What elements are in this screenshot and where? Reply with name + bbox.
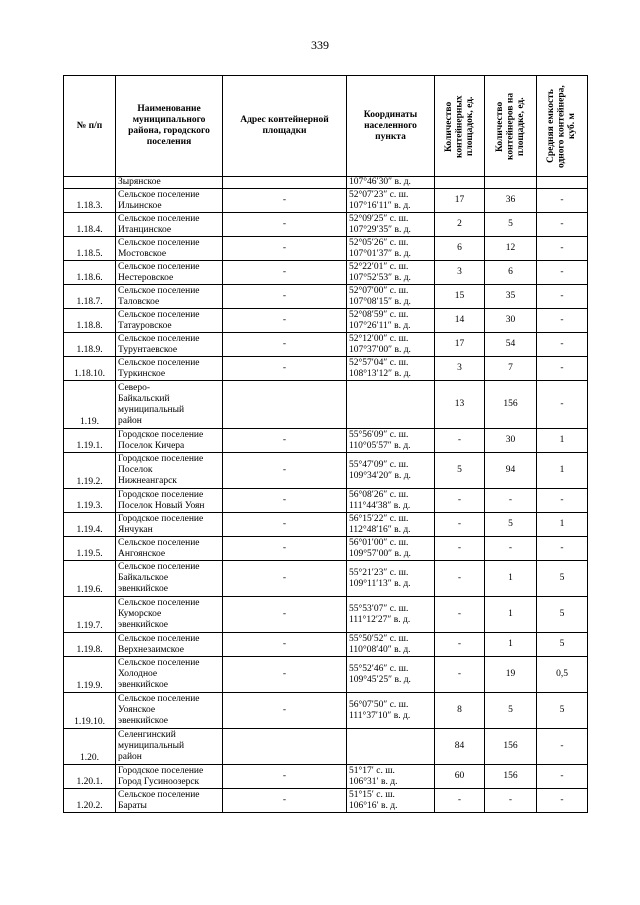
row-number: 1.19.4. (64, 513, 116, 537)
container-address: - (223, 765, 347, 789)
name-line: Городское поселение (118, 765, 204, 776)
coordinate-line: 107°29′35″ в. д. (349, 224, 411, 235)
coordinate-line: 56°07′50″ с. ш. (349, 699, 409, 710)
coordinate-line: 107°01′37″ в. д. (349, 248, 411, 259)
coordinate-line: 107°26′11″ в. д. (349, 320, 411, 331)
name-line: Холодное (118, 669, 158, 679)
sites-count: 84 (435, 729, 485, 765)
page-number: 339 (311, 38, 329, 52)
row-number: 1.18.10. (64, 357, 116, 381)
name-line: Янчукан (118, 524, 153, 535)
name-line: Сельское поселение (118, 562, 200, 572)
coordinates (347, 381, 435, 429)
name-line: Городское поселение (118, 454, 204, 464)
coordinates (347, 561, 435, 597)
table-row (64, 489, 588, 513)
sites-count: - (435, 561, 485, 597)
name-line: Сельское поселение (118, 213, 200, 224)
table-row (64, 597, 588, 633)
coordinates (347, 213, 435, 237)
table-row (64, 261, 588, 285)
row-number: 1.19.5. (64, 537, 116, 561)
row-number: 1.20.1. (64, 765, 116, 789)
container-address: - (223, 213, 347, 237)
sites-count: 15 (435, 285, 485, 309)
name-line: Поселок Кичера (118, 440, 185, 451)
average-capacity: - (537, 309, 588, 333)
name-line: Сельское поселение (118, 189, 200, 200)
container-address: - (223, 309, 347, 333)
row-number: 1.19.10. (64, 693, 116, 729)
container-address: - (223, 261, 347, 285)
table-row (64, 189, 588, 213)
coordinate-line: 109°45′25″ в. д. (349, 674, 411, 685)
sites-count: 5 (435, 453, 485, 489)
name-line: муниципальный (118, 741, 185, 751)
header-coords: Координаты населенного пункта (347, 76, 435, 177)
header-name: Наименование муниципального района, городского поселения (116, 76, 223, 177)
sites-count: - (435, 513, 485, 537)
table-header-row (64, 76, 588, 177)
containers-count: 1 (485, 633, 537, 657)
name-line: Ильинское (118, 200, 162, 211)
coordinate-line: 107°08′15″ в. д. (349, 296, 411, 307)
row-number: 1.18.9. (64, 333, 116, 357)
container-address: - (223, 333, 347, 357)
name-line: Город Гусиноозерск (118, 776, 200, 787)
average-capacity: - (537, 489, 588, 513)
container-address: - (223, 633, 347, 657)
name-line: Сельское поселение (118, 333, 200, 344)
coordinate-line: 110°05′57″ в. д. (349, 440, 411, 451)
sites-count: - (435, 489, 485, 513)
coordinates (347, 261, 435, 285)
name-line: эвенкийское (118, 716, 169, 726)
coordinate-line: 110°08′40″ в. д. (349, 644, 411, 655)
containers-count: 1 (485, 597, 537, 633)
sites-count: 3 (435, 357, 485, 381)
sites-count: - (435, 789, 485, 813)
row-number: 1.19.6. (64, 561, 116, 597)
header-containers (485, 76, 537, 177)
average-capacity: - (537, 789, 588, 813)
name-line: Итанцинское (118, 224, 172, 235)
coordinates (347, 237, 435, 261)
coordinates (347, 537, 435, 561)
coordinate-line: 55°50′52″ с. ш. (349, 633, 409, 644)
container-address: - (223, 489, 347, 513)
settlement-name (116, 285, 223, 309)
name-line: эвенкийское (118, 584, 169, 594)
name-line: район (118, 752, 142, 762)
sites-count (435, 177, 485, 189)
coordinates (347, 429, 435, 453)
name-line: Сельское поселение (118, 285, 200, 296)
coordinate-line: 109°11′13″ в. д. (349, 578, 411, 589)
containers-count: 156 (485, 765, 537, 789)
name-line: Верхнезаимское (118, 644, 184, 655)
name-line: Байкальский (118, 393, 170, 404)
name-line: Сельское поселение (118, 694, 200, 704)
row-number: 1.19.1. (64, 429, 116, 453)
containers-count: 7 (485, 357, 537, 381)
coordinates (347, 357, 435, 381)
name-line: Сельское поселение (118, 633, 200, 644)
sites-count: 3 (435, 261, 485, 285)
coordinates (347, 693, 435, 729)
name-line: Ангоянское (118, 548, 166, 559)
coordinates (347, 333, 435, 357)
table-row (64, 561, 588, 597)
average-capacity: - (537, 765, 588, 789)
table-row (64, 633, 588, 657)
container-address: - (223, 597, 347, 633)
coordinates (347, 489, 435, 513)
name-line: Байкальское (118, 573, 169, 583)
row-number (64, 177, 116, 189)
header-containers-text: Количество контейнеров на площадке, ед. (494, 92, 526, 160)
name-line: Сельское поселение (118, 789, 200, 800)
settlement-name (116, 789, 223, 813)
coordinates (347, 633, 435, 657)
name-line: эвенкийское (118, 620, 169, 630)
name-line: Татауровское (118, 320, 172, 331)
settlement-name (116, 693, 223, 729)
row-number: 1.19.8. (64, 633, 116, 657)
row-number: 1.19.2. (64, 453, 116, 489)
container-sites-table (63, 75, 588, 813)
container-address: - (223, 237, 347, 261)
containers-count: 35 (485, 285, 537, 309)
name-line: Турунтаевское (118, 344, 178, 355)
table-row (64, 429, 588, 453)
container-address: - (223, 513, 347, 537)
average-capacity: 0,5 (537, 657, 588, 693)
sites-count: - (435, 429, 485, 453)
coordinate-line: 51°17′ с. ш. (349, 765, 395, 776)
coordinate-line: 52°08′59″ с. ш. (349, 309, 409, 320)
row-number: 1.19.3. (64, 489, 116, 513)
district-row (64, 729, 588, 765)
coordinates (347, 657, 435, 693)
sites-count: 8 (435, 693, 485, 729)
district-row (64, 381, 588, 429)
coordinates (347, 765, 435, 789)
settlement-name (116, 513, 223, 537)
name-line: эвенкийское (118, 680, 169, 690)
average-capacity: - (537, 261, 588, 285)
name-line: район (118, 415, 142, 426)
coordinates (347, 513, 435, 537)
settlement-name (116, 237, 223, 261)
name-line: Сельское поселение (118, 537, 200, 548)
name-line: Мостовское (118, 248, 167, 259)
containers-count: 5 (485, 693, 537, 729)
settlement-name (116, 333, 223, 357)
settlement-name (116, 453, 223, 489)
sites-count: - (435, 633, 485, 657)
header-sites-text: Количество контейнерных площадок, ед. (443, 94, 475, 158)
table-row (64, 237, 588, 261)
table-row (64, 789, 588, 813)
coordinate-line: 55°21′23″ с. ш. (349, 567, 409, 578)
row-number: 1.19.7. (64, 597, 116, 633)
sites-count: - (435, 597, 485, 633)
average-capacity: - (537, 285, 588, 309)
name-line: Северо- (118, 382, 150, 393)
name-line: муниципальный (118, 404, 185, 415)
table-row (64, 309, 588, 333)
containers-count: - (485, 489, 537, 513)
sites-count: 2 (435, 213, 485, 237)
average-capacity: 5 (537, 693, 588, 729)
sites-count: 13 (435, 381, 485, 429)
containers-count: 30 (485, 429, 537, 453)
average-capacity: - (537, 333, 588, 357)
row-number: 1.19.9. (64, 657, 116, 693)
coordinate-line: 55°53′07″ с. ш. (349, 603, 409, 614)
container-address (223, 729, 347, 765)
settlement-name (116, 729, 223, 765)
coordinate-line: 106°31′ в. д. (349, 776, 398, 787)
coordinate-line: 111°44′38″ в. д. (349, 500, 411, 511)
coordinate-line: 51°15′ с. ш. (349, 789, 395, 800)
coordinate-line: 55°47′09″ с. ш. (349, 459, 409, 470)
name-line: Сельское поселение (118, 237, 200, 248)
container-address: - (223, 561, 347, 597)
coordinate-line: 108°13′12″ в. д. (349, 368, 411, 379)
settlement-name (116, 765, 223, 789)
container-address: - (223, 693, 347, 729)
name-line: Городское поселение (118, 429, 204, 440)
name-line: Таловское (118, 296, 160, 307)
coordinate-line: 106°16′ в. д. (349, 800, 398, 811)
settlement-name (116, 537, 223, 561)
coordinate-line: 52°12′00″ с. ш. (349, 333, 409, 344)
container-address: - (223, 357, 347, 381)
average-capacity: - (537, 729, 588, 765)
coordinates (347, 453, 435, 489)
sites-count: 17 (435, 333, 485, 357)
row-number: 1.18.6. (64, 261, 116, 285)
coordinate-line: 56°15′22″ с. ш. (349, 513, 409, 524)
coordinates (347, 189, 435, 213)
coordinates (347, 789, 435, 813)
row-number: 1.20.2. (64, 789, 116, 813)
coordinate-line: 107°46′30″ в. д. (349, 177, 411, 187)
average-capacity: 1 (537, 429, 588, 453)
coordinate-line: 112°48′16″ в. д. (349, 524, 411, 535)
containers-count: 5 (485, 513, 537, 537)
settlement-name (116, 597, 223, 633)
average-capacity: 5 (537, 597, 588, 633)
coordinate-line: 55°56′09″ с. ш. (349, 429, 409, 440)
average-capacity (537, 177, 588, 189)
average-capacity: - (537, 237, 588, 261)
table-row (64, 513, 588, 537)
name-line: Городское поселение (118, 513, 204, 524)
coordinate-line: 107°37′00″ в. д. (349, 344, 411, 355)
average-capacity: - (537, 537, 588, 561)
coordinates (347, 597, 435, 633)
container-address: - (223, 657, 347, 693)
containers-count: 12 (485, 237, 537, 261)
name-line: Зырянское (118, 177, 161, 187)
name-line: Бараты (118, 800, 147, 811)
coordinates (347, 177, 435, 189)
container-address: - (223, 537, 347, 561)
sites-count: 17 (435, 189, 485, 213)
name-line: Сельское поселение (118, 598, 200, 608)
containers-count: 94 (485, 453, 537, 489)
header-address: Адрес контейнерной площадки (223, 76, 347, 177)
name-line: Сельское поселение (118, 357, 200, 368)
row-number: 1.18.7. (64, 285, 116, 309)
settlement-name (116, 309, 223, 333)
containers-count: 156 (485, 729, 537, 765)
row-number: 1.18.8. (64, 309, 116, 333)
coordinate-line: 52°57′04″ с. ш. (349, 357, 409, 368)
settlement-name (116, 357, 223, 381)
table-row (64, 453, 588, 489)
table-row (64, 213, 588, 237)
container-address: - (223, 285, 347, 309)
row-number: 1.18.3. (64, 189, 116, 213)
coordinate-line: 107°16′11″ в. д. (349, 200, 411, 211)
table-row (64, 537, 588, 561)
coordinate-line: 56°01′00″ с. ш. (349, 537, 409, 548)
containers-count: 5 (485, 213, 537, 237)
coordinate-line: 107°52′53″ в. д. (349, 272, 411, 283)
header-capacity-text: Средняя емкость одного контейнера, куб. м (546, 84, 578, 168)
container-address (223, 381, 347, 429)
coordinate-line: 52°09′25″ с. ш. (349, 213, 409, 224)
settlement-name (116, 429, 223, 453)
table-row (64, 657, 588, 693)
row-number: 1.20. (64, 729, 116, 765)
name-line: Туркинское (118, 368, 166, 379)
settlement-name (116, 489, 223, 513)
coordinate-line: 109°34′20″ в. д. (349, 470, 411, 481)
name-line: Сельское поселение (118, 658, 200, 668)
sites-count: - (435, 537, 485, 561)
settlement-name (116, 633, 223, 657)
header-capacity (537, 76, 588, 177)
average-capacity: 1 (537, 513, 588, 537)
containers-count: - (485, 789, 537, 813)
coordinate-line: 52°22′01″ с. ш. (349, 261, 409, 272)
containers-count: 30 (485, 309, 537, 333)
name-line: Нижнеангарск (118, 476, 177, 486)
settlement-name (116, 657, 223, 693)
coordinates (347, 729, 435, 765)
name-line: Городское поселение (118, 489, 204, 500)
settlement-name (116, 261, 223, 285)
coordinate-line: 52°05′26″ с. ш. (349, 237, 409, 248)
settlement-name (116, 177, 223, 189)
name-line: Селенгинский (118, 730, 176, 740)
table-row (64, 357, 588, 381)
average-capacity: - (537, 381, 588, 429)
table-row (64, 765, 588, 789)
average-capacity: - (537, 357, 588, 381)
settlement-name (116, 189, 223, 213)
coordinates (347, 309, 435, 333)
settlement-name (116, 213, 223, 237)
sites-count: - (435, 657, 485, 693)
average-capacity: 5 (537, 561, 588, 597)
name-line: Сельское поселение (118, 261, 200, 272)
table-row (64, 333, 588, 357)
coordinate-line: 52°07′00″ с. ш. (349, 285, 409, 296)
name-line: Сельское поселение (118, 309, 200, 320)
average-capacity: - (537, 189, 588, 213)
sites-count: 6 (435, 237, 485, 261)
name-line: Поселок Новый Уоян (118, 500, 205, 511)
settlement-name (116, 381, 223, 429)
settlement-name (116, 561, 223, 597)
coordinate-line: 52°07′23″ с. ш. (349, 189, 409, 200)
average-capacity: 1 (537, 453, 588, 489)
header-sites (435, 76, 485, 177)
name-line: Поселок (118, 465, 153, 475)
sites-count: 14 (435, 309, 485, 333)
coordinate-line: 109°57′00″ в. д. (349, 548, 411, 559)
name-line: Уоянское (118, 705, 156, 715)
average-capacity: - (537, 213, 588, 237)
row-number: 1.18.4. (64, 213, 116, 237)
containers-count: 19 (485, 657, 537, 693)
containers-count: 6 (485, 261, 537, 285)
containers-count: 156 (485, 381, 537, 429)
header-num: № п/п (64, 76, 116, 177)
container-address (223, 177, 347, 189)
containers-count: - (485, 537, 537, 561)
name-line: Нестеровское (118, 272, 174, 283)
coordinate-line: 56°08′26″ с. ш. (349, 489, 409, 500)
containers-count: 1 (485, 561, 537, 597)
container-address: - (223, 429, 347, 453)
average-capacity: 5 (537, 633, 588, 657)
table-row (64, 693, 588, 729)
containers-count: 54 (485, 333, 537, 357)
row-number: 1.18.5. (64, 237, 116, 261)
table-row (64, 177, 588, 189)
container-address: - (223, 189, 347, 213)
containers-count: 36 (485, 189, 537, 213)
table-row (64, 285, 588, 309)
coordinate-line: 111°37′10″ в. д. (349, 710, 411, 721)
coordinates (347, 285, 435, 309)
container-address: - (223, 453, 347, 489)
sites-count: 60 (435, 765, 485, 789)
coordinate-line: 111°12′27″ в. д. (349, 614, 411, 625)
coordinate-line: 55°52′46″ с. ш. (349, 663, 409, 674)
container-address: - (223, 789, 347, 813)
name-line: Куморское (118, 609, 162, 619)
containers-count (485, 177, 537, 189)
row-number: 1.19. (64, 381, 116, 429)
